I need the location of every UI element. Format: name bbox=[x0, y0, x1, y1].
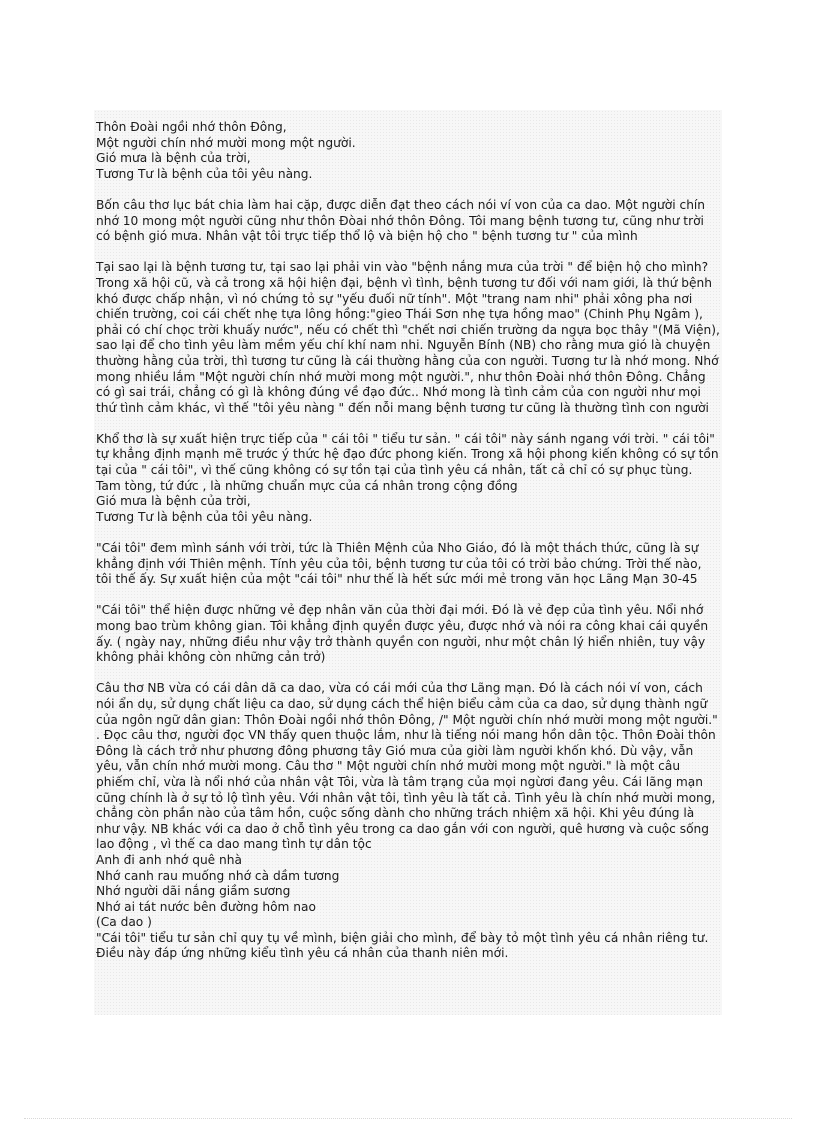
paragraph-1: Bốn câu thơ lục bát chia làm hai cặp, được diễn đạt theo cách nói ví von của ca dao. Một người chín nhớ 10 mong một người cũng như thôn Đòai nhớ thôn Đông. Tôi mang bệnh tương tư, cũng như trời có bệnh gió mưa. Nhân vật tôi trực tiếp thổ lộ và biện hộ cho " bệnh tương tư " của mình bbox=[96, 197, 706, 244]
poem-line: Thôn Đoài ngồi nhớ thôn Đông, bbox=[96, 120, 287, 134]
paragraph-3-text: Khổ thơ là sự xuất hiện trực tiếp của " cái tôi " tiểu tư sản. " cái tôi" này sánh ngang với trời. " cái tôi" tự khẳng định mạnh mẽ trước ý thức hệ đạo đức phong kiến. Trong xã hội phong kiến không có sự tồn tại của " cái tôi", vì thế cũng không có sự tồn tại của tình yêu cá nhân, tất cả chỉ có sự phục tùng. Tam tòng, tứ đức , là những chuẩn mực của cá nhân trong cộng đồng bbox=[96, 431, 719, 493]
poem-line: Tương Tư là bệnh của tôi yêu nàng. bbox=[96, 166, 313, 181]
ca-dao-source: (Ca dao ) bbox=[96, 915, 152, 930]
paragraph-3 bbox=[96, 432, 720, 526]
paragraph-5: "Cái tôi" thể hiện được những vẻ đẹp nhân văn của thời đại mới. Đó là vẻ đẹp của tình yêu. Nổi nhớ mong bao trùm không gian. Tôi khẳng định quyền được yêu, được nhớ và nói ra công khai cái quyền ấy. ( ngày nay, những điều như vậy trở thành quyền con người, như một chân lý hiển nhiên, tuy vậy không phải không còn những cản trở) bbox=[96, 603, 709, 665]
poem-stanza bbox=[96, 120, 720, 182]
paragraph-6-text: Câu thơ NB vừa có cái dân dã ca dao, vừa có cái mới của thơ Lãng mạn. Đó là cách nói ví von, cách nói ẩn dụ, sử dụng chất liệu ca dao, sử dụng cách thể hiện biểu cảm của ca dao, sử dụng thành ngữ của ngôn ngữ dân gian: Thôn Đoài ngồi nhớ thôn Đông, /" Một người chín nhớ mười mong một người." . Đọc câu thơ, người đọc VN thấy quen thuộc lắm, như là tiếng nói mang hồn dân tộc. Thôn Đoài thôn Đông là cách trở như phương đông phương tây Gió mưa của giời làm người khốn khó. Dù vậy, vẫn yêu, vẫn chín nhớ mười mong. Câu thơ " Một người chín nhớ mười mong một người." là một câu phiếm chỉ, vừa là nổi nhớ của nhân vật Tôi, vừa là tâm trạng của mọi ngừơi đang yêu. Cái lãng mạn cũng chính là ở sự tỏ lộ tình yêu. Với nhân vật tôi, tình yêu là tất cả. Tình yêu là chín nhớ mười mong, chẳng còn phần nào của tâm hồn, cuộc sống dành cho những trách nhiệm xã hội. Khi yêu đúng là như vậy. NB khác với ca dao ở chỗ tình yêu trong ca dao gắn với con người, quê hương và cuộc sống lao động , vì thế ca dao mang tình tự dân tộc bbox=[96, 681, 718, 852]
document-page bbox=[94, 110, 722, 1015]
paragraph-4: "Cái tôi" đem mình sánh với trời, tức là Thiên Mệnh của Nho Giáo, đó là một thách thức, cũng là sự khẳng định với Thiên mệnh. Tính yêu của tôi, bệnh tương tư của tôi có trời bảo chứng. Trời thế nào, tôi thế ấy. Sự xuất hiện của một "cái tôi" như thế là hết sức mới mẻ trong văn học Lãng Mạn 30-45 bbox=[96, 541, 702, 587]
document-body bbox=[96, 120, 720, 978]
paragraph-7-text: "Cái tôi" tiểu tư sản chỉ quy tụ về mình, biện giải cho mình, để bày tỏ một tình yêu cá nhân riêng tư. Điều này đáp ứng những kiểu tình yêu cá nhân của thanh niên mới. bbox=[96, 930, 709, 961]
poem-line: Gió mưa là bệnh của trời, bbox=[96, 151, 251, 166]
ca-dao-line: Nhớ ai tát nước bên đường hôm nao bbox=[96, 899, 316, 914]
ca-dao-line: Anh đi anh nhớ quê nhà bbox=[96, 852, 242, 867]
quoted-line: Gió mưa là bệnh của trời, bbox=[96, 494, 251, 509]
poem-line: Một người chín nhớ mười mong một người. bbox=[96, 135, 356, 150]
quoted-line: Tương Tư là bệnh của tôi yêu nàng. bbox=[96, 509, 313, 524]
ca-dao-line: Nhớ người dãi nắng giầm sương bbox=[96, 884, 291, 899]
paragraph-6 bbox=[96, 681, 720, 962]
paragraph-2: Tại sao lại là bệnh tương tư, tại sao lại phải vin vào "bệnh nắng mưa của trời " để biện hộ cho mình? Trong xã hội cũ, và cả trong xã hội hiện đại, bệnh vì tình, bệnh tương tư đối với nam giới, là thứ bệnh khó được chấp nhận, vì nó chứng tỏ sự "yếu đuối nữ tính". Một "trang nam nhi" phải xông pha nơi chiến trường, coi cái chết nhẹ tựa lông hồng:"gieo Thái Sơn nhẹ tựa hồng mao" (Chinh Phụ Ngâm ), phải có chí chọc trời khuấy nước", nếu có chết thì "chết nơi chiến trường da ngựa bọc thây "(Mã Viện), sao lại để cho tình yêu làm mềm yếu chí khí nam nhi. Nguyễn Bính (NB) cho rằng mưa gió là chuyện thường hằng của trời, thì tương tư cũng là cái thường hằng của con người. Tương tư là nhớ mong. Nhớ mong nhiều lắm "Một người chín nhớ mười mong một người.", như thôn Đoài nhớ thôn Đông. Chẳng có gì sai trái, chẳng có gì là không đúng về đạo đức.. Nhớ mong là tình cảm của con người như mọi thứ tình cảm khác, vì thế "tôi yêu nàng " đến nỗi mang bệnh tương tư cũng là thường tình con người bbox=[96, 260, 720, 415]
ca-dao-line: Nhớ canh rau muống nhớ cà dầm tương bbox=[96, 868, 340, 883]
page-divider bbox=[24, 1118, 792, 1120]
